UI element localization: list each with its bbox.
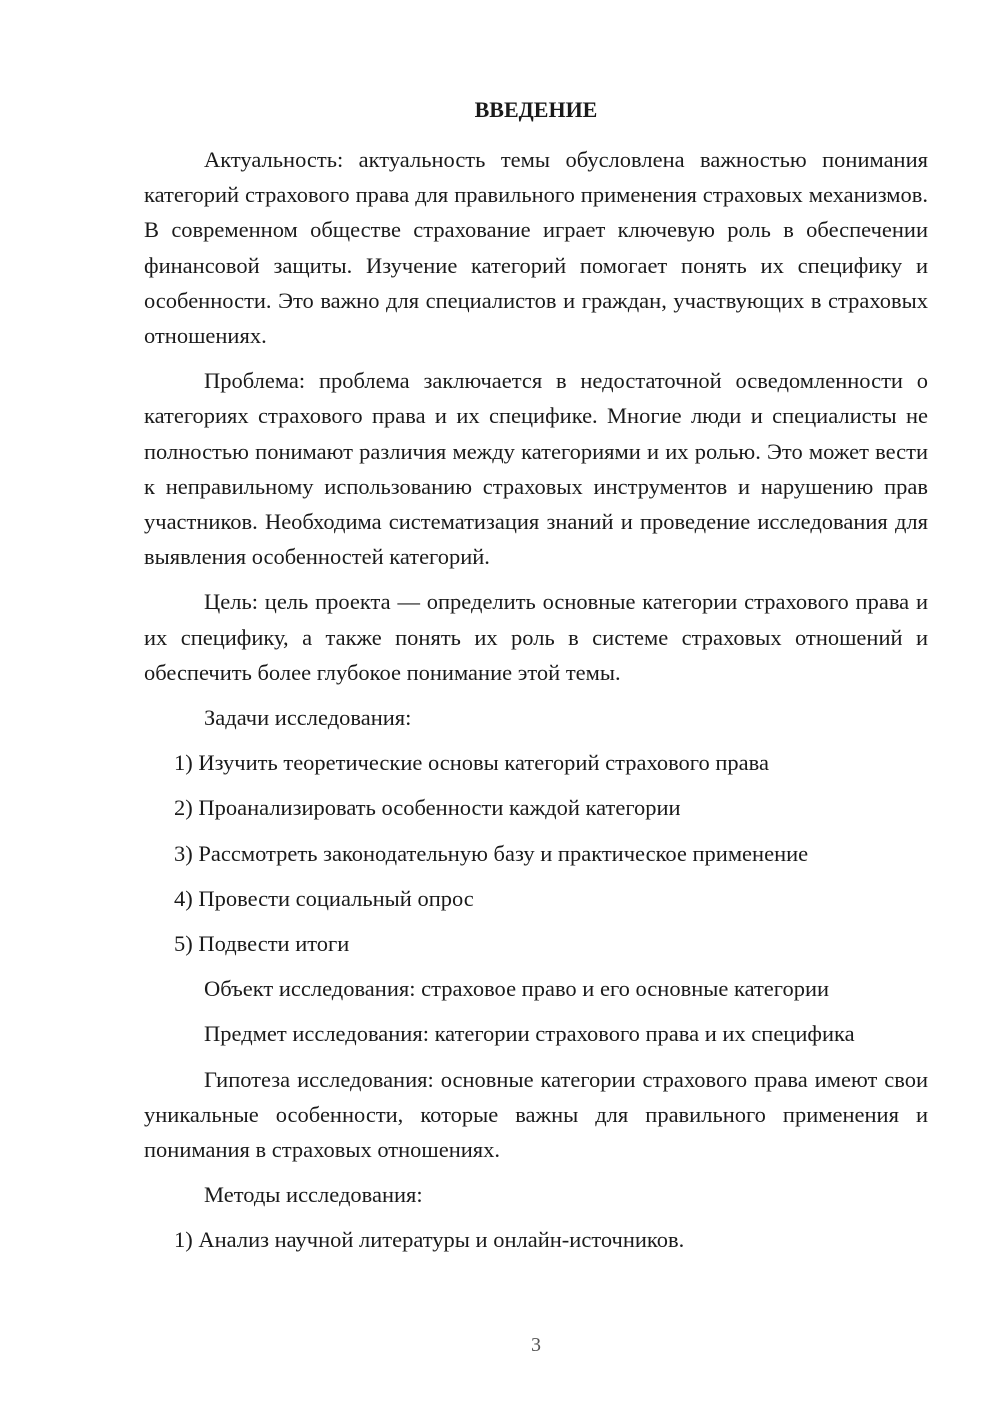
document-page [144,92,928,1268]
object-paragraph: Объект исследования: страховое право и его основные категории [204,976,830,1002]
hypothesis-paragraph: Гипотеза исследования: основные категории страхового права имеют свои уникальные особенности, которые важны для правильного применения и понимания в страховых отношениях. [144,1066,928,1163]
list-item: 1) Анализ научной литературы и онлайн-источников. [174,1227,685,1253]
tasks-heading: Задачи исследования: [204,705,412,731]
list-item: 1) Изучить теоретические основы категорий страхового права [174,750,769,776]
goal-paragraph: Цель: цель проекта — определить основные категории страхового права и их специфику, а также понять их роль в системе страховых отношений и обеспечить более глубокое понимание этой темы. [144,589,928,685]
list-item: 3) Рассмотреть законодательную базу и практическое применение [174,840,809,866]
page-number: 3 [531,1334,541,1356]
page-title: ВВЕДЕНИЕ [474,97,598,122]
list-item: 2) Проанализировать особенности каждой категории [174,795,681,821]
subject-paragraph: Предмет исследования: категории страхового права и их специфика [204,1021,855,1047]
list-item: 5) Подвести итоги [174,931,350,957]
list-item: 4) Провести социальный опрос [174,885,474,911]
relevance-paragraph: Актуальность: актуальность темы обусловлена важностью понимания категорий страхового права для правильного применения страховых механизмов. В современном обществе страхование играет ключевую роль в обеспечении финансовой защиты. Изучение категорий помогает понять их специфику и особенности. Это важно для специалистов и граждан, участвующих в страховых отношениях. [144,147,928,349]
tasks-list [144,745,928,961]
methods-list [144,1222,928,1257]
problem-paragraph: Проблема: проблема заключается в недостаточной осведомленности о категориях страхового права и их специфике. Многие люди и специалисты не полностью понимают различия между категориями и их ролью. Это может вести к неправильному использованию страховых инструментов и нарушению прав участников. Необходима систематизация знаний и проведение исследования для выявления особенностей категорий. [144,368,928,570]
methods-heading: Методы исследования: [204,1182,423,1208]
